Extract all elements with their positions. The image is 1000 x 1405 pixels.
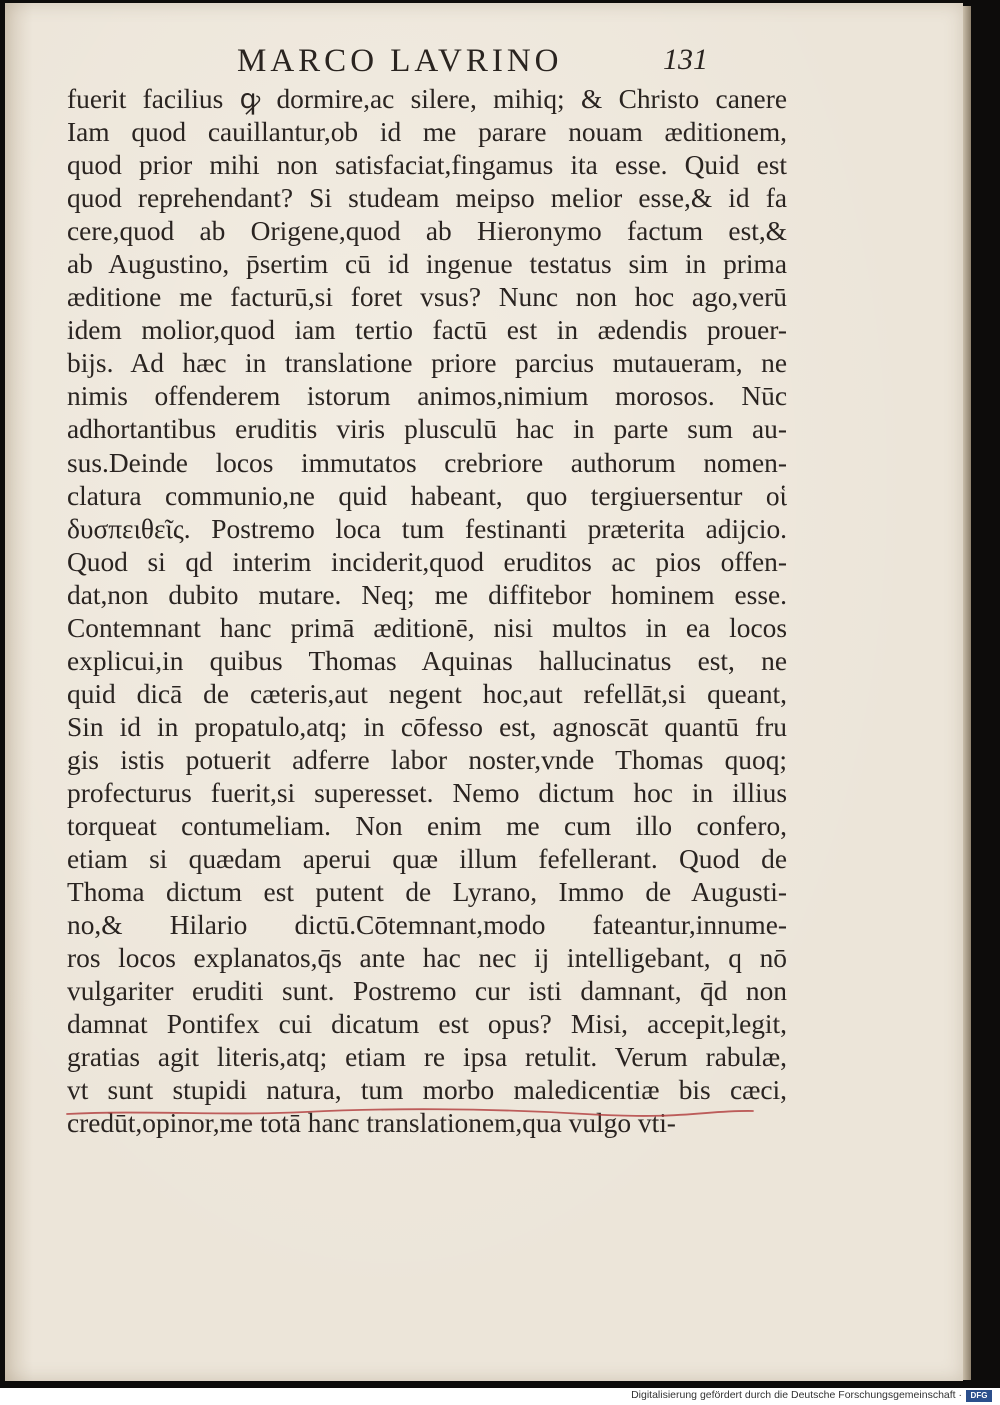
text-line: cere,quod ab Origene,quod ab Hieronymo factum est,&	[67, 216, 787, 247]
text-line: æditione me facturū,si foret vsus? Nunc non hoc ago,verū	[67, 282, 787, 313]
text-line: ros locos explanatos,q̄s ante hac nec ij intelligebant, q nō	[67, 943, 787, 974]
text-line: Thoma dictum est putent de Lyrano, Immo de Augusti-	[67, 877, 787, 908]
text-line: vulgariter eruditi sunt. Postremo cur isti damnant, q̄d non	[67, 976, 787, 1007]
text-line: explicui,in quibus Thomas Aquinas hallucinatus est, ne	[67, 645, 787, 676]
text-line: Quod si qd interim inciderit,quod eruditos ac pios offen-	[67, 546, 787, 577]
text-line: vt sunt stupidi natura, tum morbo maledicentiæ bis cæci,	[67, 1075, 787, 1106]
text-line: credūt,opinor,me totā hanc translationem,qua vulgo vti-	[67, 1108, 676, 1139]
text-line: ab Augustino, p̄sertim cū id ingenue testatus sim in prima	[67, 249, 787, 280]
dfg-credit: Digitalisierung gefördert durch die Deutsche Forschungsgemeinschaft ·	[631, 1389, 962, 1401]
book-page	[5, 3, 963, 1381]
text-block	[67, 83, 787, 1141]
text-line: idem molior,quod iam tertio factū est in ædendis prouer-	[67, 315, 787, 346]
text-line: Sin id in propatulo,atq; in cōfesso est, agnoscāt quantū fru	[67, 711, 787, 742]
dfg-logo: DFG	[966, 1390, 992, 1402]
footer-bar	[0, 1388, 1000, 1405]
text-line: torqueat contumeliam. Non enim me cum illo confero,	[67, 811, 787, 842]
page-header	[5, 43, 963, 87]
text-line: Iam quod cauillantur,ob id me parare nouam æditionem,	[67, 117, 787, 148]
text-line: damnat Pontifex cui dicatum est opus? Misi, accepit,legit,	[67, 1009, 787, 1040]
text-line: fuerit facilius ꝙ dormire,ac silere, mihiq; & Christo canere	[67, 84, 787, 114]
page-edge	[963, 6, 971, 1380]
handwritten-underline	[65, 1102, 755, 1124]
text-line: sus.Deinde locos immutatos crebriore authorum nomen-	[67, 447, 787, 478]
text-line: etiam si quædam aperui quæ illum fefellerant. Quod de	[67, 844, 787, 875]
text-line: Contemnant hanc primā æditionē, nisi multos in ea locos	[67, 612, 787, 643]
text-line: dat,non dubito mutare. Neq; me diffitebor hominem esse.	[67, 579, 787, 610]
text-line: profecturus fuerit,si superesset. Nemo dictum hoc in illius	[67, 777, 787, 808]
text-line: clatura communio,ne quid habeant, quo tergiuersentur οἱ	[67, 480, 787, 511]
text-line: nimis offenderem istorum animos,nimium morosos. Nūc	[67, 381, 787, 412]
text-line: adhortantibus eruditis viris plusculū hac in parte sum au-	[67, 414, 787, 445]
text-line: quod reprehendant? Si studeam meipso melior esse,& id fa	[67, 183, 787, 214]
text-line: gratias agit literis,atq; etiam re ipsa retulit. Verum rabulæ,	[67, 1042, 787, 1073]
folio-number: 131	[663, 43, 708, 76]
text-line: gis istis potuerit adferre labor noster,vnde Thomas quoq;	[67, 744, 787, 775]
text-line: no,& Hilario dictū.Cōtemnant,modo fateantur,innume-	[67, 910, 787, 941]
text-line: δυσπειθεῖς. Postremo loca tum festinanti præterita adijcio.	[67, 513, 787, 544]
text-line: quod prior mihi non satisfaciat,fingamus ita esse. Quid est	[67, 150, 787, 181]
text-line: bijs. Ad hæc in translatione priore parcius mutaueram, ne	[67, 348, 787, 379]
text-line: quid dicā de cæteris,aut negent hoc,aut refellāt,si queant,	[67, 678, 787, 709]
running-head: MARCO LAVRINO	[237, 43, 563, 79]
